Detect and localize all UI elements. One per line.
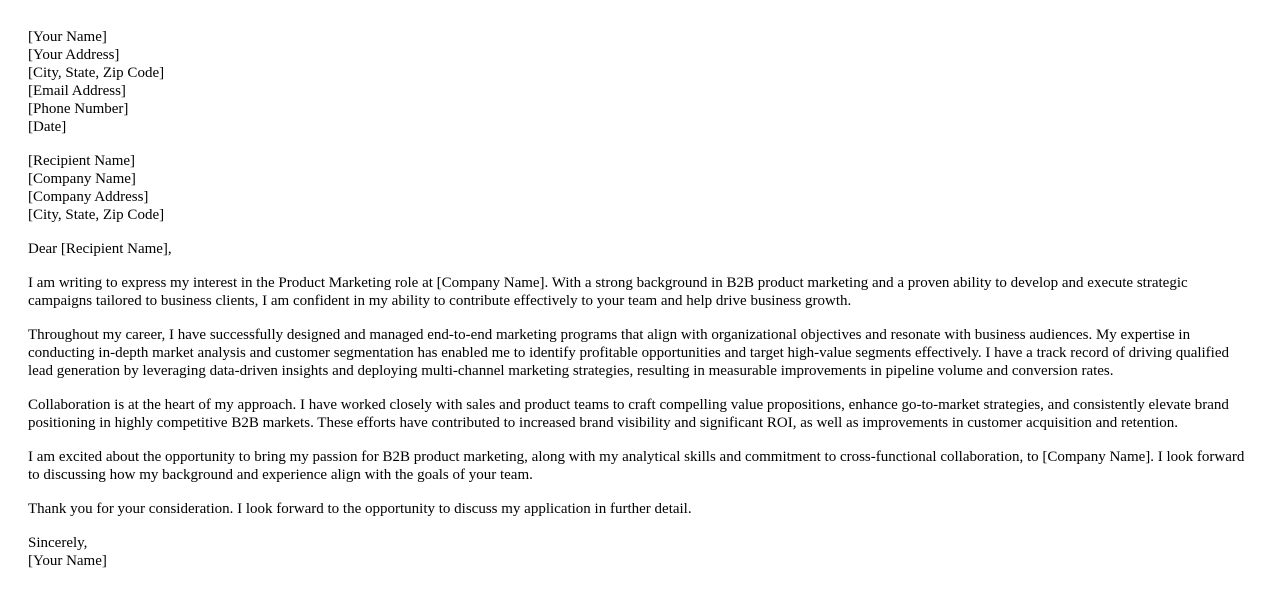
signature-name: [Your Name] — [28, 553, 107, 569]
valediction: Sincerely, — [28, 535, 88, 551]
body-paragraph-excitement: I am excited about the opportunity to bring my passion for B2B product marketing, along with my analytical skills and commitment to cross-functional collaboration, to [Company Name]. I look forward to discussing how my background and experience align with the goals of your team. — [28, 449, 1245, 483]
body-paragraph-intro: I am writing to express my interest in the Product Marketing role at [Company Name]. With a strong background in B2B product marketing and a proven ability to develop and execute strategic campaigns tailored to business clients, I am confident in my ability to contribute effectively to your team and help drive business growth. — [28, 275, 1188, 309]
recipient-city-state-zip: [City, State, Zip Code] — [28, 207, 165, 223]
closing-block — [28, 534, 1253, 570]
salutation: Dear [Recipient Name], — [28, 241, 172, 257]
recipient-company-address: [Company Address] — [28, 189, 149, 205]
recipient-address-block — [28, 152, 1253, 224]
sender-address: [Your Address] — [28, 47, 120, 63]
sender-email: [Email Address] — [28, 83, 126, 99]
recipient-name: [Recipient Name] — [28, 153, 136, 169]
sender-phone: [Phone Number] — [28, 101, 129, 117]
recipient-company: [Company Name] — [28, 171, 136, 187]
sender-address-block — [28, 28, 1253, 136]
letter-date: [Date] — [28, 119, 67, 135]
body-paragraph-experience: Throughout my career, I have successfully designed and managed end-to-end marketing programs that align with organizational objectives and resonate with business audiences. My expertise in conducting in-depth market analysis and customer segmentation has enabled me to identify profitable opportunities and target high-value segments effectively. I have a track record of driving qualified lead generation by leveraging data-driven insights and deploying multi-channel marketing strategies, resulting in measurable improvements in pipeline volume and conversion rates. — [28, 327, 1230, 379]
body-paragraph-collaboration: Collaboration is at the heart of my approach. I have worked closely with sales and product teams to craft compelling value propositions, enhance go-to-market strategies, and consistently elevate brand positioning in highly competitive B2B markets. These efforts have contributed to increased brand visibility and significant ROI, as well as improvements in customer acquisition and retention. — [28, 397, 1229, 431]
body-paragraph-thanks: Thank you for your consideration. I look forward to the opportunity to discuss my application in further detail. — [28, 501, 692, 517]
cover-letter — [28, 28, 1253, 586]
sender-city-state-zip: [City, State, Zip Code] — [28, 65, 165, 81]
sender-name: [Your Name] — [28, 29, 107, 45]
